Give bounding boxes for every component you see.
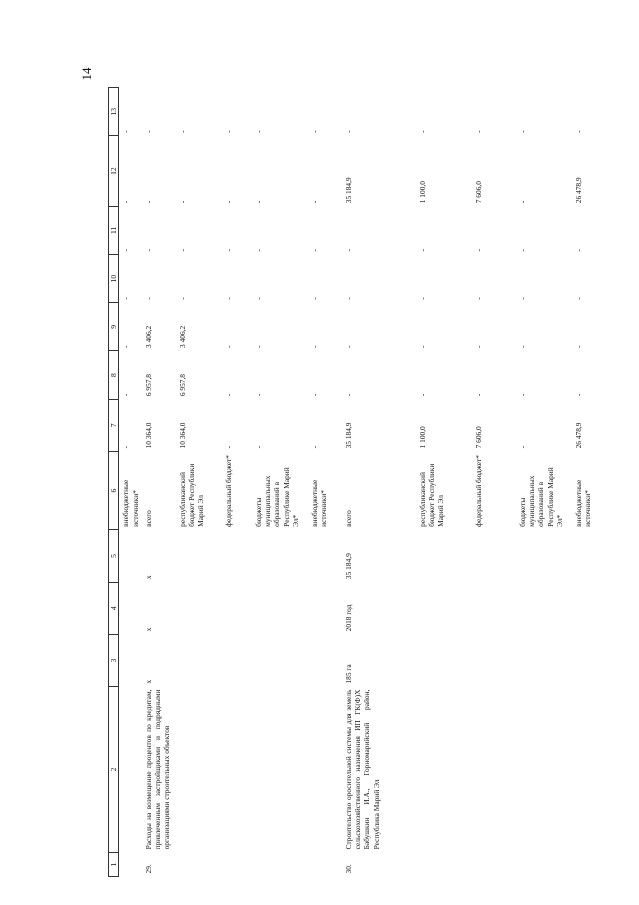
cell-col-2 (572, 687, 606, 853)
cell-col-10: - (473, 297, 483, 300)
cell-col-4 (119, 582, 142, 634)
cell-col-5: 35 184,9 (343, 553, 353, 580)
cell-col-7: 35 184,9 (343, 422, 353, 449)
cell-col-2: Строительство оросительной системы для земель сельскохозяйственного назначения ИП ГК(Ф)Х Бабушкин И.А., Горномарийский район, Республика Марий Эл (343, 689, 381, 850)
table-row (516, 88, 572, 877)
cell-col-7: - (121, 445, 131, 449)
cell-col-6: федеральный бюджет* (473, 455, 483, 527)
cell-col-9: - (343, 345, 353, 348)
cell-col-12: 26 478,9 (573, 177, 583, 204)
cell-col-12: - (177, 200, 187, 204)
cell-col-2 (119, 687, 142, 853)
cell-col-10: - (309, 297, 319, 300)
cell-col-11: - (309, 249, 319, 252)
cell-col-1 (222, 852, 252, 876)
cell-col-12: 1 100,0 (417, 181, 427, 204)
cell-col-5 (416, 530, 472, 582)
cell-col-13: - (223, 130, 233, 133)
cell-col-9: - (223, 345, 233, 348)
cell-col-1 (416, 852, 472, 876)
table-row (222, 88, 252, 877)
cell-col-2 (516, 687, 572, 853)
cell-col-12: 35 184,9 (343, 177, 353, 204)
cell-col-4: 2018 год (343, 604, 353, 632)
cell-col-6: внебюджетные источники* (309, 479, 329, 527)
cell-col-10: - (517, 297, 527, 300)
cell-col-1: 30. (343, 864, 353, 874)
cell-col-3 (572, 634, 606, 686)
cell-col-5 (572, 530, 606, 582)
cell-col-7: - (223, 445, 233, 449)
cell-col-7: 26 478,9 (573, 422, 583, 449)
cell-col-4 (572, 582, 606, 634)
cell-col-12: - (253, 200, 263, 204)
cell-col-5: х (143, 575, 153, 580)
table-row (176, 88, 222, 877)
cell-col-2 (222, 687, 252, 853)
cell-col-2: Расходы на возмещение процентов по кредитам, привлеченным застройщиками и подрядными организациями строительных объектов (143, 689, 172, 850)
cell-col-3 (308, 634, 342, 686)
cell-col-4 (222, 582, 252, 634)
cell-col-6: республиканский бюджет Республики Марий Эл (417, 463, 446, 527)
cell-col-9: - (309, 345, 319, 348)
cell-col-3: 185 га (343, 664, 353, 684)
cell-col-8: - (343, 393, 353, 397)
cell-col-8: - (253, 393, 263, 397)
column-header-1: 1 (109, 852, 119, 876)
cell-col-5 (119, 530, 142, 582)
column-header-3: 3 (109, 634, 119, 686)
table-header (109, 88, 119, 877)
cell-col-2 (472, 687, 516, 853)
cell-col-8: 6 957,8 (143, 374, 153, 397)
cell-col-5 (472, 530, 516, 582)
cell-col-5 (222, 530, 252, 582)
cell-col-7: - (517, 445, 527, 449)
cell-col-10: - (573, 297, 583, 300)
cell-col-8: 6 957,8 (177, 374, 187, 397)
column-header-13: 13 (109, 88, 119, 136)
cell-col-6: всего (143, 510, 153, 527)
cell-col-9: - (417, 345, 427, 348)
cell-col-3 (222, 634, 252, 686)
cell-col-13: - (573, 130, 583, 133)
cell-col-4 (472, 582, 516, 634)
cell-col-6: республиканский бюджет Республики Марий Эл (177, 463, 206, 527)
cell-col-1 (252, 852, 308, 876)
cell-col-7: 10 364,0 (177, 422, 187, 449)
cell-col-13: - (309, 130, 319, 133)
cell-col-6: бюджеты муниципальных образований в Республике Марий Эл* (517, 467, 564, 527)
cell-col-11: - (343, 249, 353, 252)
cell-col-1 (176, 852, 222, 876)
table-row (472, 88, 516, 877)
cell-col-9: - (121, 345, 131, 348)
cell-col-8: - (517, 393, 527, 397)
table-body (119, 88, 606, 877)
cell-col-4: х (143, 627, 153, 632)
cell-col-6: всего (343, 510, 353, 527)
cell-col-3 (472, 634, 516, 686)
table-row (572, 88, 606, 877)
cell-col-1 (472, 852, 516, 876)
cell-col-10: - (121, 297, 131, 300)
column-header-12: 12 (109, 136, 119, 206)
cell-col-11: - (121, 249, 131, 252)
cell-col-3 (416, 634, 472, 686)
cell-col-8: - (417, 393, 427, 397)
cell-col-10: - (417, 297, 427, 300)
table-row (342, 88, 416, 877)
column-header-4: 4 (109, 582, 119, 634)
cell-col-5 (308, 530, 342, 582)
cell-col-4 (308, 582, 342, 634)
cell-col-3 (516, 634, 572, 686)
cell-col-4 (176, 582, 222, 634)
cell-col-1: 29. (143, 864, 153, 874)
cell-col-5 (176, 530, 222, 582)
cell-col-2 (176, 687, 222, 853)
cell-col-12: - (223, 200, 233, 204)
cell-col-10: - (143, 297, 153, 300)
cell-col-11: - (417, 249, 427, 252)
column-header-6: 6 (109, 451, 119, 529)
cell-col-10: - (223, 297, 233, 300)
cell-col-3: х (143, 679, 153, 684)
table-row (308, 88, 342, 877)
cell-col-13: - (121, 130, 131, 133)
cell-col-6: внебюджетные источники* (573, 479, 593, 527)
cell-col-11: - (517, 249, 527, 252)
cell-col-7: - (253, 445, 263, 449)
column-header-7: 7 (109, 399, 119, 451)
cell-col-11: - (253, 249, 263, 252)
cell-col-6: бюджеты муниципальных образований в Республике Марий Эл* (253, 467, 300, 527)
cell-col-2 (416, 687, 472, 853)
cell-col-12: 7 606,0 (473, 181, 483, 204)
table-row (142, 88, 176, 877)
cell-col-6: федеральный бюджет* (223, 455, 233, 527)
cell-col-1 (516, 852, 572, 876)
column-header-5: 5 (109, 530, 119, 582)
cell-col-8: - (309, 393, 319, 397)
column-header-9: 9 (109, 303, 119, 351)
cell-col-7: 10 364,0 (143, 422, 153, 449)
cell-col-8: - (573, 393, 583, 397)
cell-col-11: - (143, 249, 153, 252)
cell-col-9: - (253, 345, 263, 348)
cell-col-9: 3 406,2 (177, 325, 187, 348)
cell-col-10: - (177, 297, 187, 300)
cell-col-9: - (517, 345, 527, 348)
cell-col-7: 1 100,0 (417, 426, 427, 449)
page-number: 14 (79, 67, 94, 81)
cell-col-3 (119, 634, 142, 686)
cell-col-12: - (309, 200, 319, 204)
cell-col-11: - (177, 249, 187, 252)
table-row (252, 88, 308, 877)
cell-col-7: - (309, 445, 319, 449)
table-row (416, 88, 472, 877)
cell-col-13: - (517, 130, 527, 133)
cell-col-12: - (143, 200, 153, 204)
column-header-2: 2 (109, 687, 119, 853)
cell-col-13: - (417, 130, 427, 133)
cell-col-13: - (253, 130, 263, 133)
rotated-page-content (108, 77, 638, 877)
cell-col-9: - (473, 345, 483, 348)
cell-col-4 (416, 582, 472, 634)
cell-col-13: - (143, 130, 153, 133)
cell-col-3 (176, 634, 222, 686)
cell-col-8: - (121, 393, 131, 397)
cell-col-10: - (343, 297, 353, 300)
column-header-8: 8 (109, 351, 119, 399)
table-row (119, 88, 142, 877)
cell-col-4 (516, 582, 572, 634)
cell-col-2 (252, 687, 308, 853)
cell-col-6: внебюджетные источники* (121, 479, 140, 527)
cell-col-11: - (223, 249, 233, 252)
cell-col-8: - (223, 393, 233, 397)
cell-col-11: - (473, 249, 483, 252)
cell-col-12: - (121, 200, 131, 204)
cell-col-5 (516, 530, 572, 582)
cell-col-1 (308, 852, 342, 876)
cell-col-7: 7 606,0 (473, 426, 483, 449)
cell-col-10: - (253, 297, 263, 300)
column-header-10: 10 (109, 254, 119, 302)
cell-col-12: - (517, 200, 527, 204)
cell-col-13: - (473, 130, 483, 133)
cell-col-8: - (473, 393, 483, 397)
cell-col-1 (572, 852, 606, 876)
program-table (108, 87, 606, 877)
cell-col-9: - (573, 345, 583, 348)
cell-col-2 (308, 687, 342, 853)
cell-col-13: - (177, 130, 187, 133)
cell-col-4 (252, 582, 308, 634)
cell-col-5 (252, 530, 308, 582)
cell-col-3 (252, 634, 308, 686)
cell-col-13: - (343, 130, 353, 133)
cell-col-1 (119, 852, 142, 876)
cell-col-9: 3 406,2 (143, 325, 153, 348)
cell-col-11: - (573, 249, 583, 252)
column-header-11: 11 (109, 206, 119, 254)
